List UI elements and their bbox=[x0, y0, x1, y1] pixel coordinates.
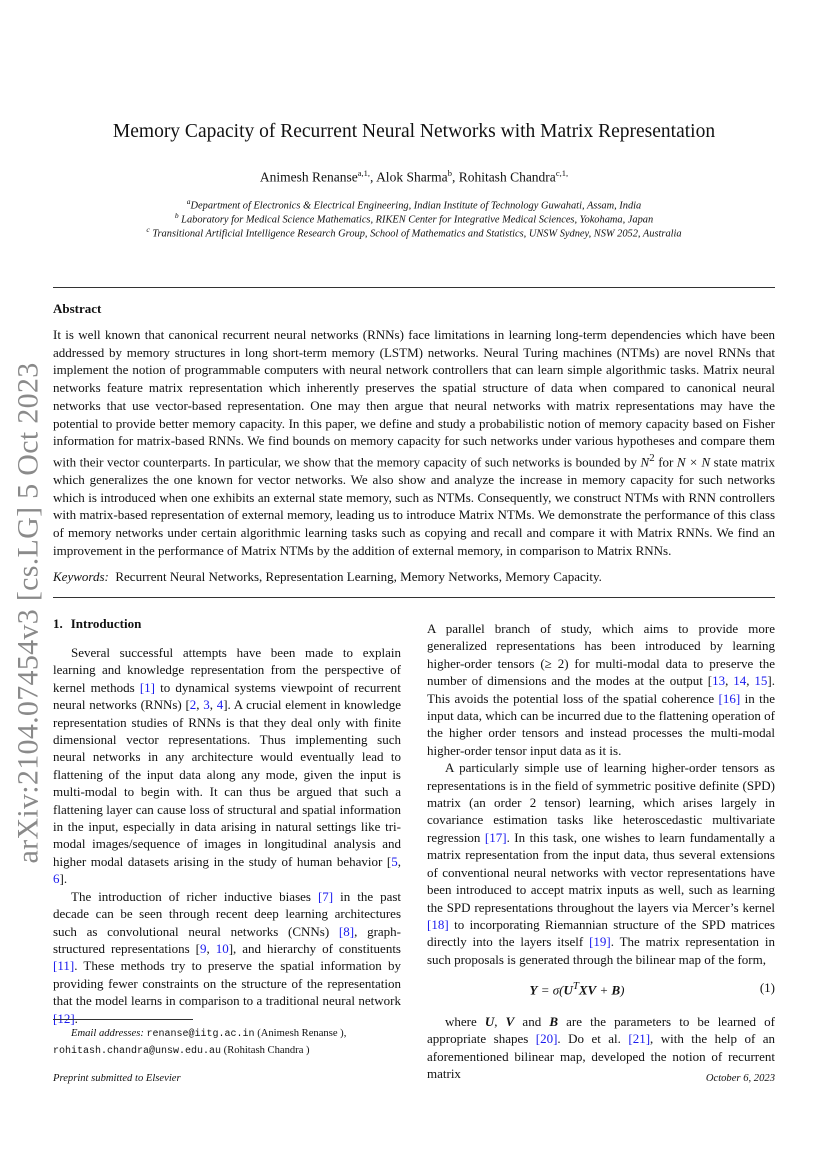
affiliation-mark: c bbox=[146, 225, 150, 234]
math-n: N bbox=[640, 454, 650, 470]
footnote-text: (Animesh Renanse ), bbox=[254, 1028, 347, 1039]
body-text: , bbox=[196, 697, 204, 713]
citation-link[interactable]: [12] bbox=[53, 1010, 75, 1026]
body-text: , bbox=[494, 1014, 506, 1029]
author-affiliation-mark: c,1, bbox=[555, 168, 569, 178]
body-text: , bbox=[206, 940, 216, 956]
author-name: Rohitash Chandra bbox=[458, 169, 556, 185]
math-b: B bbox=[611, 982, 621, 998]
citation-link[interactable]: [19] bbox=[589, 934, 611, 950]
body-text: . These methods try to preserve the spatial information by providing fewer constraints on the structure of the representation that the model learns in comparison to a traditional neural network bbox=[53, 958, 401, 1009]
citation-link[interactable]: 6 bbox=[53, 871, 60, 887]
arxiv-sidebar-stamp bbox=[6, 362, 52, 864]
body-text: ]. bbox=[59, 871, 68, 887]
abstract-heading: Abstract bbox=[53, 301, 102, 316]
math-sigma: = σ( bbox=[537, 982, 564, 998]
affiliation-line bbox=[0, 211, 828, 225]
abstract-text: for bbox=[654, 454, 677, 470]
body-text: , bbox=[209, 697, 217, 713]
body-text: , graph-structured representations [ bbox=[53, 923, 401, 956]
citation-link[interactable]: 15 bbox=[754, 673, 768, 689]
affiliation-text: Transitional Artificial Intelligence Research Group, School of Mathematics and Statistics, UNSW Sydney, NSW 2052, Australia bbox=[152, 228, 682, 240]
paragraph bbox=[53, 888, 401, 1027]
citation-link[interactable]: [7] bbox=[317, 888, 334, 904]
email-link[interactable]: rohitash.chandra@unsw.edu.au bbox=[53, 1045, 222, 1057]
abstract-body bbox=[53, 326, 775, 559]
body-text: A particularly simple use of learning higher-order tensors as representations is in the field of symmetric positive definite (SPD) matrix (an order 2 tensor) learning, which arises largely in covariance estimation tasks like heteroscedastic multivariate regression bbox=[427, 760, 775, 845]
citation-link[interactable]: 10 bbox=[215, 940, 229, 956]
citation-link[interactable]: [11] bbox=[53, 958, 75, 974]
paragraph bbox=[53, 644, 401, 888]
author-list: Animesh Renanse$^{a,1,}$, Alok Sharma$^b$, Rohitash Chandra$^{c,1,}$ bbox=[259, 168, 569, 185]
affiliation-mark: a bbox=[186, 197, 191, 206]
citation-link[interactable]: 5 bbox=[391, 853, 398, 869]
citation-link[interactable]: 2 bbox=[189, 697, 197, 713]
citation-link[interactable]: 14 bbox=[733, 673, 747, 689]
citation-link[interactable]: [20] bbox=[535, 1031, 558, 1047]
affiliation-line bbox=[0, 197, 828, 211]
keywords-label: Keywords: bbox=[53, 569, 109, 584]
body-text: ]. This avoids the potential loss of the spatial coherence bbox=[427, 673, 775, 706]
body-text: The introduction of richer inductive biases bbox=[71, 888, 318, 904]
paragraph bbox=[427, 759, 775, 968]
citation-link[interactable]: 13 bbox=[712, 673, 726, 689]
abstract-text: state matrix which generalizes the one known for vector networks. We also show and analyze the increase in memory capacity for such networks which is introduced when one exhibits an external state memory, such as NTMs. Consequently, we construct NTMs with RNN controllers with matrix-based representation of external memory, leading us to introduce Matrix NTMs. We demonstrate the performance of this class of memory networks under certain algorithmic learning tasks such as copying and recall and compare it with Matrix RNNs. We find an improvement in the performance of Matrix NTMs by the addition of external memory, in comparison to Matrix RNNs. bbox=[53, 454, 775, 558]
header-divider bbox=[53, 287, 775, 288]
equation-1 bbox=[427, 980, 775, 1002]
footnote-rule bbox=[53, 1019, 193, 1020]
body-text: , with the help of an aforementioned bilinear map, developed the notion of recurrent matrix bbox=[427, 1031, 775, 1082]
math-state-size: N × N bbox=[676, 454, 711, 470]
right-column bbox=[427, 620, 775, 968]
math-u: U bbox=[484, 1014, 495, 1029]
body-text: ], and hierarchy of constituents bbox=[228, 940, 401, 956]
citation-link[interactable]: 9 bbox=[199, 940, 207, 956]
citation-link[interactable]: [16] bbox=[718, 690, 741, 706]
equation-body bbox=[427, 980, 727, 998]
affiliation-text: Laboratory for Medical Science Mathematics, RIKEN Center for Integrative Medical Sciences, Yokohama, Japan bbox=[181, 214, 654, 226]
footnote bbox=[53, 1026, 403, 1059]
citation-link[interactable]: 3 bbox=[203, 697, 210, 713]
left-column bbox=[53, 644, 401, 1027]
math-y: Y bbox=[529, 982, 538, 998]
section-title: Introduction bbox=[70, 616, 142, 631]
email-link[interactable]: renanse@iitg.ac.in bbox=[146, 1029, 255, 1040]
author-affiliation-mark: b bbox=[447, 168, 452, 178]
citation-link[interactable]: [18] bbox=[427, 916, 449, 932]
paper-title: Memory Capacity of Recurrent Neural Networks with Matrix Representation bbox=[112, 121, 716, 142]
affiliation-text: Department of Electronics & Electrical Engineering, Indian Institute of Technology Guwahati, Assam, India bbox=[190, 200, 642, 212]
abstract-text: It is well known that canonical recurrent neural networks (RNNs) face limitations in learning long-term dependencies which have been addressed by memory structures in long short-term memory (LSTM) networks. Neural Turing machines (NTMs) are novel RNNs that implement the notion of programmable computers with neural network controllers that can learn simple algorithmic tasks. Matrix neural networks feature matrix representation which inherently preserves the spatial structure of data when compared to canonical neural networks that use vector-based representation. One may then argue that neural networks with matrix representations may have the potential to provide better memory capacity. In this paper, we define and study a probabilistic notion of memory capacity based on Fisher information for matrix-based RNNs. We find bounds on memory capacity for such networks under various hypotheses and compare them with their vector counterparts. In particular, we show that the memory capacity of such networks is bounded by bbox=[53, 327, 775, 470]
footer-preprint-note: Preprint submitted to Elsevier bbox=[53, 1073, 181, 1084]
body-text: Several successful attempts have been made to explain learning and knowledge representation from the perspective of kernel methods bbox=[53, 645, 401, 695]
section-heading bbox=[53, 616, 141, 632]
body-text: and bbox=[514, 1014, 550, 1029]
math-paren: ) bbox=[620, 982, 625, 998]
body-text: to incorporating Riemannian structure of the SPD matrices directly into the layers itself bbox=[427, 916, 775, 950]
citation-link[interactable]: [21] bbox=[628, 1031, 651, 1047]
equation-number: (1) bbox=[759, 980, 775, 995]
body-text: . In this task, one wishes to learn fundamentally a matrix representation from the input data, thus several extensions of conventional neural networks with vector representations have been introduced to accept matrix inputs as well, such as learning the SPD representations throughout the layers via Mercer’s kernel bbox=[427, 829, 775, 915]
math-v: V bbox=[505, 1014, 515, 1029]
body-text: , bbox=[746, 673, 755, 689]
citation-link[interactable]: [1] bbox=[139, 679, 155, 695]
body-text: . Do et al. bbox=[557, 1031, 629, 1047]
author-affiliation-mark: a,1, bbox=[357, 168, 371, 178]
math-xv: XV bbox=[578, 982, 597, 998]
footnote-label: Email addresses: bbox=[71, 1028, 144, 1039]
citation-link[interactable]: [17] bbox=[484, 829, 507, 845]
math-u: U bbox=[563, 982, 573, 998]
math-plus: + bbox=[596, 982, 612, 998]
math-transpose: T bbox=[572, 980, 579, 992]
citation-link[interactable]: [8] bbox=[338, 923, 355, 939]
body-text: . bbox=[74, 1010, 78, 1026]
body-text: , bbox=[397, 853, 401, 869]
author-name: Animesh Renanse bbox=[259, 169, 358, 185]
body-text: are the parameters to be learned of appropriate shapes bbox=[427, 1014, 776, 1047]
body-text: to dynamical systems viewpoint of recurrent neural networks (RNNs) [ bbox=[53, 679, 401, 713]
math-exponent: 2 bbox=[649, 451, 655, 464]
author-name: Alok Sharma bbox=[376, 169, 448, 185]
affiliation-line bbox=[0, 225, 828, 239]
body-text: in the input data, which can be incurred due to the flattening operation of the higher order tensors and instead processes the multi-modal higher-order tensor input data as it is. bbox=[427, 690, 775, 758]
keywords-line bbox=[53, 569, 775, 585]
math-b: B bbox=[549, 1014, 558, 1029]
affiliation-mark: b bbox=[174, 211, 179, 220]
body-text: A parallel branch of study, which aims to provide more generalized representations has been introduced by learning higher-order tensors (≥ 2) for multi-modal data to preserve the number of dimensions and the modes at the output [ bbox=[427, 621, 775, 689]
paragraph bbox=[427, 620, 775, 759]
footer-date: October 6, 2023 bbox=[705, 1073, 775, 1084]
keywords-text: Recurrent Neural Networks, Representation Learning, Memory Networks, Memory Capacity. bbox=[115, 569, 602, 584]
abstract-divider bbox=[53, 597, 775, 598]
body-text: ]. A crucial element in knowledge representation studies of RNNs is that they deal only with finite dimensional vector representations. Thus implementing such neural networks in any architecture would eventually lead to flattening of the input data along any mode, given the input is multi-modal to begin with. It can thus be argued that such a flattening layer can cause loss of structural and spatial information in the input, especially in data arising in natural settings like tri-modal images/sequence of images in longitudinal analysis and higher modal datasets arising in the study of human behavior [ bbox=[53, 697, 401, 869]
section-number: 1. bbox=[53, 616, 63, 631]
body-text: . The matrix representation in such proposals is generated through the bilinear map of the form, bbox=[427, 934, 776, 967]
footnote-text: (Rohitash Chandra ) bbox=[221, 1044, 310, 1056]
body-text: , bbox=[725, 673, 734, 689]
arxiv-id: arXiv:2104.07454v3 [cs.LG] 5 Oct 2023 bbox=[12, 362, 45, 864]
citation-link[interactable]: 4 bbox=[216, 697, 224, 713]
body-text: in the past decade can be seen through recent deep learning architectures such as convolutional neural networks (CNNs) bbox=[53, 888, 402, 939]
body-text: where bbox=[445, 1014, 485, 1029]
